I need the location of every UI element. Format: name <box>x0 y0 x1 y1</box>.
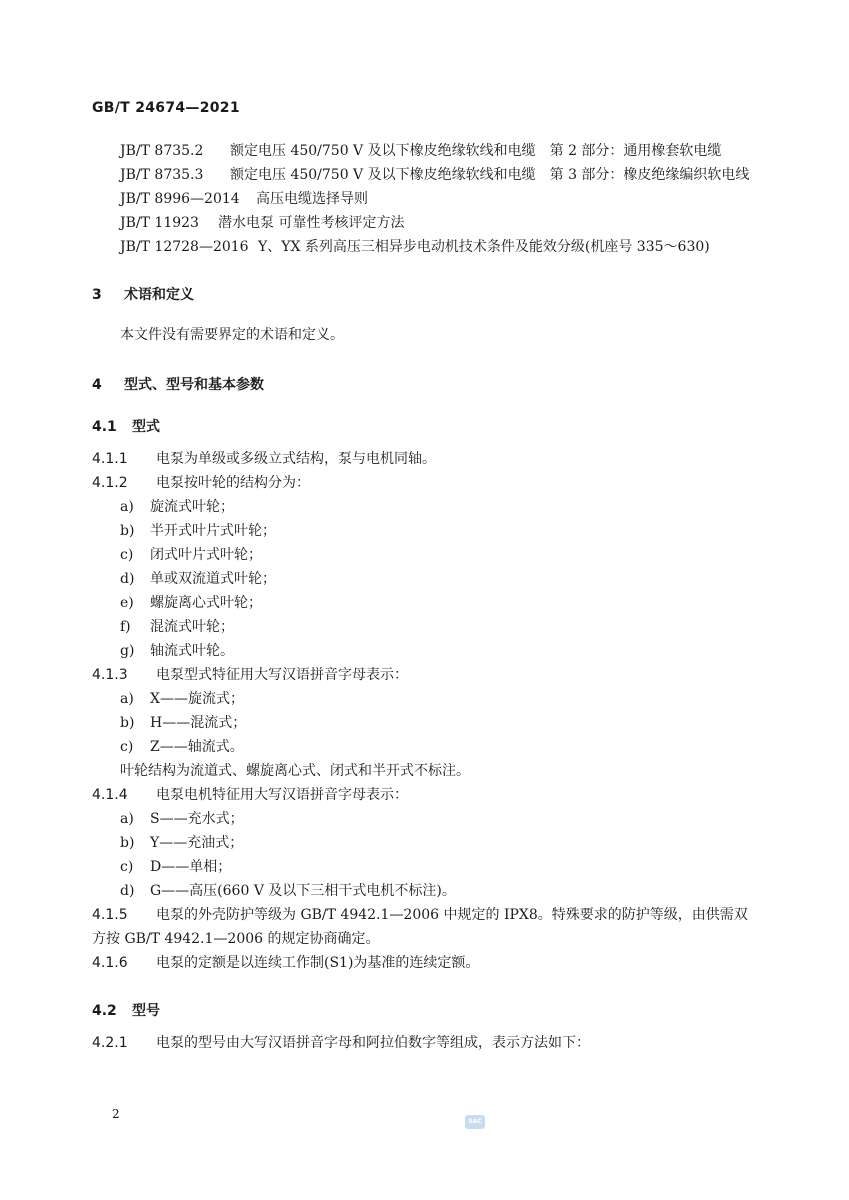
list-text: Z——轴流式。 <box>150 739 244 755</box>
list-label: b) <box>120 835 135 851</box>
clause-number: 4.1.5 <box>92 907 128 923</box>
list-text: 混流式叶轮； <box>150 619 234 635</box>
list-text: 单或双流道式叶轮； <box>150 571 276 587</box>
list-item <box>120 642 234 660</box>
list-item <box>120 498 234 516</box>
reference-title: 额定电压 450/750 V 及以下橡皮绝缘软线和电缆 第 2 部分：通用橡套软电缆 <box>230 143 722 159</box>
list-label: e) <box>120 595 134 611</box>
list-label: a) <box>120 811 134 827</box>
list-label: a) <box>120 691 134 707</box>
list-item <box>120 810 244 828</box>
clause-4-1-3 <box>92 666 408 684</box>
clause-note: 叶轮结构为流道式、螺旋离心式、闭式和半开式不标注。 <box>120 763 470 779</box>
clause-4-1-1 <box>92 450 436 468</box>
reference-code: JB/T 8735.2 <box>120 143 204 159</box>
list-item <box>120 546 262 564</box>
clause-text-continuation: 方按 GB/T 4942.1—2006 的规定协商确定。 <box>92 931 380 947</box>
section-3-text: 本文件没有需要界定的术语和定义。 <box>120 327 344 343</box>
reference-title: 额定电压 450/750 V 及以下橡皮绝缘软线和电缆 第 3 部分：橡皮绝缘编织软电线 <box>230 167 750 183</box>
section-3-heading <box>92 284 194 304</box>
list-item <box>120 618 234 636</box>
list-label: g) <box>120 643 135 659</box>
standard-code-header: GB/T 24674—2021 <box>92 100 240 116</box>
reference-item <box>120 166 749 184</box>
list-item <box>120 594 262 612</box>
section-number: 3 <box>92 287 102 303</box>
list-text: 半开式叶片式叶轮； <box>150 523 276 539</box>
list-label: a) <box>120 499 134 515</box>
list-item <box>120 522 276 540</box>
section-4-heading <box>92 374 264 394</box>
list-label: c) <box>120 859 134 875</box>
clause-4-1-6 <box>92 954 479 972</box>
list-label: c) <box>120 739 134 755</box>
reference-code: JB/T 11923 <box>120 215 199 231</box>
list-label: b) <box>120 715 135 731</box>
list-text: 闭式叶片式叶轮； <box>150 547 262 563</box>
list-label: d) <box>120 571 135 587</box>
clause-4-1-5 <box>92 906 748 924</box>
section-title: 术语和定义 <box>124 287 194 303</box>
clause-text: 电泵的外壳防护等级为 GB/T 4942.1—2006 中规定的 IPX8。特殊要求的防护等级，由供需双 <box>156 907 748 923</box>
section-4-1-heading <box>92 416 160 436</box>
clause-text: 电泵型式特征用大写汉语拼音字母表示： <box>156 667 408 683</box>
reference-title: 高压电缆选择导则 <box>256 191 368 207</box>
list-label: d) <box>120 883 135 899</box>
list-item <box>120 882 456 900</box>
list-text: H——混流式； <box>150 715 247 731</box>
clause-text: 电泵为单级或多级立式结构，泵与电机同轴。 <box>156 451 436 467</box>
sac-logo-icon: SAC <box>465 1115 485 1129</box>
clause-4-1-2 <box>92 474 310 492</box>
list-label: b) <box>120 523 135 539</box>
list-label: f) <box>120 619 131 635</box>
reference-item <box>120 142 721 160</box>
list-text: X——旋流式； <box>150 691 244 707</box>
list-text: 螺旋离心式叶轮； <box>150 595 262 611</box>
list-text: 旋流式叶轮； <box>150 499 234 515</box>
clause-number: 4.1.1 <box>92 451 128 467</box>
reference-title: Y、YX 系列高压三相异步电动机技术条件及能效分级(机座号 335～630) <box>258 239 710 255</box>
clause-number: 4.1.4 <box>92 787 128 803</box>
clause-text: 电泵的型号由大写汉语拼音字母和阿拉伯数字等组成，表示方法如下： <box>156 1035 590 1051</box>
section-number: 4.1 <box>92 419 117 435</box>
list-item <box>120 690 244 708</box>
section-title: 型式 <box>132 419 160 435</box>
clause-4-2-1 <box>92 1034 590 1052</box>
reference-item <box>120 238 710 256</box>
list-item <box>120 738 244 756</box>
clause-4-1-4 <box>92 786 408 804</box>
section-title: 型号 <box>132 1003 160 1019</box>
section-number: 4 <box>92 377 102 393</box>
list-item <box>120 858 231 876</box>
list-item <box>120 834 243 852</box>
page-number: 2 <box>112 1107 120 1121</box>
clause-text: 电泵按叶轮的结构分为： <box>156 475 310 491</box>
reference-item <box>120 214 404 232</box>
clause-number: 4.2.1 <box>92 1035 128 1051</box>
clause-number: 4.1.2 <box>92 475 128 491</box>
reference-title: 潜水电泵 可靠性考核评定方法 <box>218 215 405 231</box>
clause-number: 4.1.3 <box>92 667 128 683</box>
clause-text: 电泵的定额是以连续工作制(S1)为基准的连续定额。 <box>156 955 480 971</box>
list-text: Y——充油式； <box>150 835 244 851</box>
list-item <box>120 570 276 588</box>
reference-code: JB/T 8996—2014 <box>120 191 240 207</box>
section-title: 型式、型号和基本参数 <box>124 377 264 393</box>
section-number: 4.2 <box>92 1003 117 1019</box>
reference-item <box>120 190 368 208</box>
section-4-2-heading <box>92 1000 160 1020</box>
list-item <box>120 714 246 732</box>
reference-code: JB/T 12728—2016 <box>120 239 249 255</box>
list-text: 轴流式叶轮。 <box>150 643 234 659</box>
clause-text: 电泵电机特征用大写汉语拼音字母表示： <box>156 787 408 803</box>
reference-code: JB/T 8735.3 <box>120 167 204 183</box>
list-text: D——单相； <box>150 859 232 875</box>
list-text: S——充水式； <box>150 811 244 827</box>
list-text: G——高压(660 V 及以下三相干式电机不标注)。 <box>150 883 456 899</box>
list-label: c) <box>120 547 134 563</box>
clause-number: 4.1.6 <box>92 955 128 971</box>
